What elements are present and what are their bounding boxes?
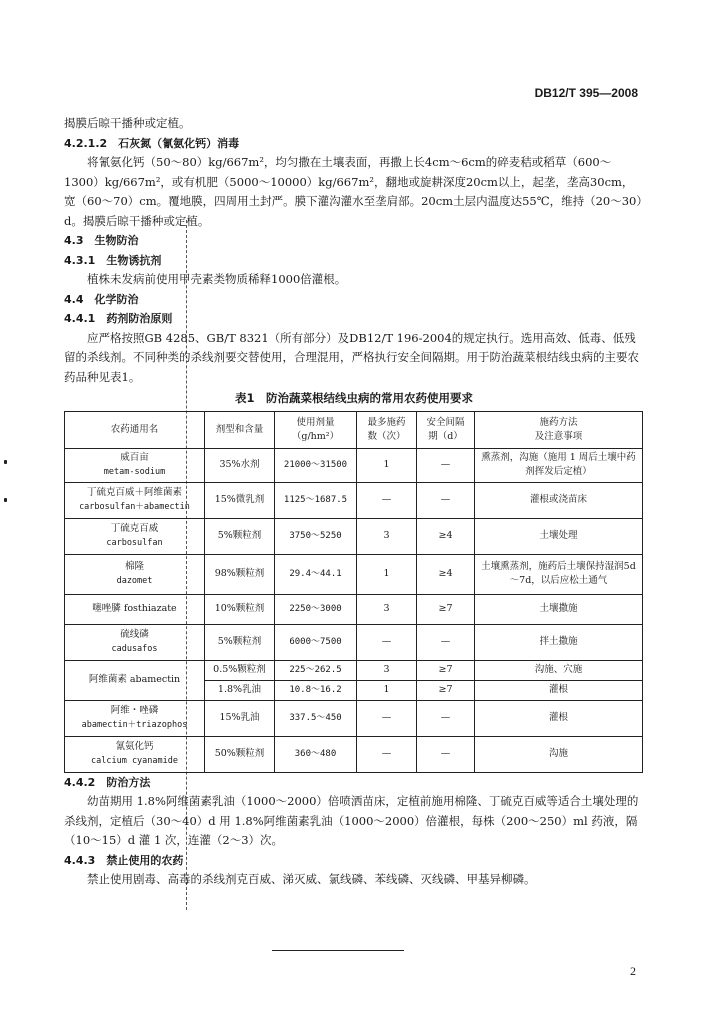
paragraph: 植株未发病前使用甲壳素类物质稀释1000倍灌根。	[87, 272, 347, 286]
paragraph: 揭膜后晾干播种或定植。	[64, 116, 191, 130]
dose-cell: 21000～31500	[275, 448, 357, 482]
section-heading: 4.2.1.2 石灰氮（氰氨化钙）消毒	[64, 136, 240, 150]
table-row	[65, 448, 643, 482]
method-cell: 土壤撒施	[475, 594, 643, 624]
table-row	[65, 700, 643, 736]
table-row	[65, 518, 643, 554]
name-cell: 硫线磷 cadusafos	[65, 624, 205, 660]
header-cell: 使用剂量 （g/hm²）	[275, 411, 357, 448]
times-cell: 1	[357, 554, 417, 594]
times-cell: —	[357, 482, 417, 518]
interval-cell: —	[417, 482, 475, 518]
table-row	[65, 624, 643, 660]
times-cell: 3	[357, 660, 417, 680]
form-cell: 10%颗粒剂	[205, 594, 275, 624]
paragraph: 将氰氨化钙（50～80）kg/667m²，均匀撒在土壤表面，再撒上长4cm～6cm的碎麦秸或稻草（600～1300）kg/667m²，或有机肥（5000～10000）kg/667m²，翻地或旋耕深度20cm以上，起垄，垄高30cm，宽（60～70）cm。覆地膜，四周用土封严。膜下灌沟灌水至垄肩部。20cm土层内温度达55℃，维持（20～30）d。揭膜后晾干播种或定植。	[64, 155, 643, 228]
name-cell: 棉隆 dazomet	[65, 554, 205, 594]
times-cell: —	[357, 624, 417, 660]
name-cell: 噻唑膦 fosthiazate	[65, 594, 205, 624]
name-cell: 阿维菌素 abamectin	[65, 660, 205, 700]
method-cell: 灌根或浇苗床	[475, 482, 643, 518]
dose-cell: 360～480	[275, 736, 357, 772]
table-row	[65, 736, 643, 772]
form-cell: 5%颗粒剂	[205, 624, 275, 660]
dose-cell: 10.8～16.2	[275, 680, 357, 700]
binding-hole-mark	[4, 498, 7, 502]
method-cell: 灌根	[475, 700, 643, 736]
name-cell: 丁硫克百威＋阿维菌素 carbosulfan＋abamectin	[65, 482, 205, 518]
table-title: 表1 防治蔬菜根结线虫病的常用农药使用要求	[235, 391, 473, 405]
table-row	[65, 660, 643, 680]
form-cell: 1.8%乳油	[205, 680, 275, 700]
header-cell: 最多施药 数（次）	[357, 411, 417, 448]
name-cell: 阿维・唑磷 abamectin＋triazophos	[65, 700, 205, 736]
interval-cell: —	[417, 624, 475, 660]
header-cell: 剂型和含量	[205, 411, 275, 448]
times-cell: 1	[357, 448, 417, 482]
binding-hole-mark	[4, 460, 7, 464]
document-code: DB12/T 395—2008	[534, 86, 638, 100]
times-cell: 3	[357, 518, 417, 554]
header-cell: 施药方法 及注意事项	[475, 411, 643, 448]
dose-cell: 1125～1687.5	[275, 482, 357, 518]
pesticide-table	[64, 411, 643, 773]
name-cell: 丁硫克百威 carbosulfan	[65, 518, 205, 554]
method-cell: 熏蒸剂，沟施（施用 1 周后土壤中药剂挥发后定植）	[475, 448, 643, 482]
form-cell: 35%水剂	[205, 448, 275, 482]
document-body	[64, 114, 644, 890]
interval-cell: ≥4	[417, 518, 475, 554]
section-heading: 4.4 化学防治	[64, 292, 139, 306]
form-cell: 0.5%颗粒剂	[205, 660, 275, 680]
form-cell: 50%颗粒剂	[205, 736, 275, 772]
times-cell: 1	[357, 680, 417, 700]
interval-cell: —	[417, 448, 475, 482]
interval-cell: ≥7	[417, 680, 475, 700]
dose-cell: 337.5～450	[275, 700, 357, 736]
times-cell: 3	[357, 594, 417, 624]
name-cell: 氰氨化钙 calcium cyanamide	[65, 736, 205, 772]
table-row	[65, 594, 643, 624]
dose-cell: 225～262.5	[275, 660, 357, 680]
method-cell: 灌根	[475, 680, 643, 700]
interval-cell: —	[417, 700, 475, 736]
method-cell: 沟施	[475, 736, 643, 772]
form-cell: 15%微乳剂	[205, 482, 275, 518]
dose-cell: 2250～3000	[275, 594, 357, 624]
interval-cell: —	[417, 736, 475, 772]
interval-cell: ≥7	[417, 594, 475, 624]
footer-rule	[272, 950, 404, 951]
times-cell: —	[357, 736, 417, 772]
method-cell: 土壤处理	[475, 518, 643, 554]
form-cell: 5%颗粒剂	[205, 518, 275, 554]
paragraph: 幼苗期用 1.8%阿维菌素乳油（1000～2000）倍喷洒苗床，定植前施用棉隆、丁硫克百威等适合土壤处理的杀线剂，定植后（30～40）d 用 1.8%阿维菌素乳油（1000～2000）倍灌根，每株（200～250）ml 药液，隔（10～15）d 灌 1 次，连灌（2～3）次。	[64, 794, 639, 847]
method-cell: 沟施、穴施	[475, 660, 643, 680]
interval-cell: ≥7	[417, 660, 475, 680]
section-heading: 4.3.1 生物诱抗剂	[64, 253, 162, 267]
dose-cell: 3750～5250	[275, 518, 357, 554]
form-cell: 15%乳油	[205, 700, 275, 736]
table-row	[65, 482, 643, 518]
method-cell: 拌土撒施	[475, 624, 643, 660]
table-row	[65, 554, 643, 594]
paragraph: 禁止使用剧毒、高毒的杀线剂克百威、涕灭威、氯线磷、苯线磷、灭线磷、甲基异柳磷。	[87, 872, 536, 886]
form-cell: 98%颗粒剂	[205, 554, 275, 594]
section-heading: 4.4.3 禁止使用的农药	[64, 853, 184, 867]
interval-cell: ≥4	[417, 554, 475, 594]
section-heading: 4.4.2 防治方法	[64, 775, 151, 789]
header-cell: 安全间隔 期（d）	[417, 411, 475, 448]
times-cell: —	[357, 700, 417, 736]
section-heading: 4.3 生物防治	[64, 234, 139, 247]
name-cell: 威百亩 metam-sodium	[65, 448, 205, 482]
table-header-row	[65, 411, 643, 448]
dose-cell: 6000～7500	[275, 624, 357, 660]
paragraph: 应严格按照GB 4285、GB/T 8321（所有部分）及DB12/T 196-2004的规定执行。选用高效、低毒、低残留的杀线剂。不同种类的杀线剂要交替使用，合理混用，严格执行安全间隔期。用于防治蔬菜根结线虫病的主要农药品种见表1。	[64, 330, 639, 384]
page-number: 2	[630, 964, 636, 978]
section-heading: 4.4.1 药剂防治原则	[64, 312, 173, 325]
dose-cell: 29.4～44.1	[275, 554, 357, 594]
header-cell: 农药通用名	[65, 411, 205, 448]
method-cell: 土壤熏蒸剂，施药后土壤保持湿润5d～7d，以后应松土通气	[475, 554, 643, 594]
